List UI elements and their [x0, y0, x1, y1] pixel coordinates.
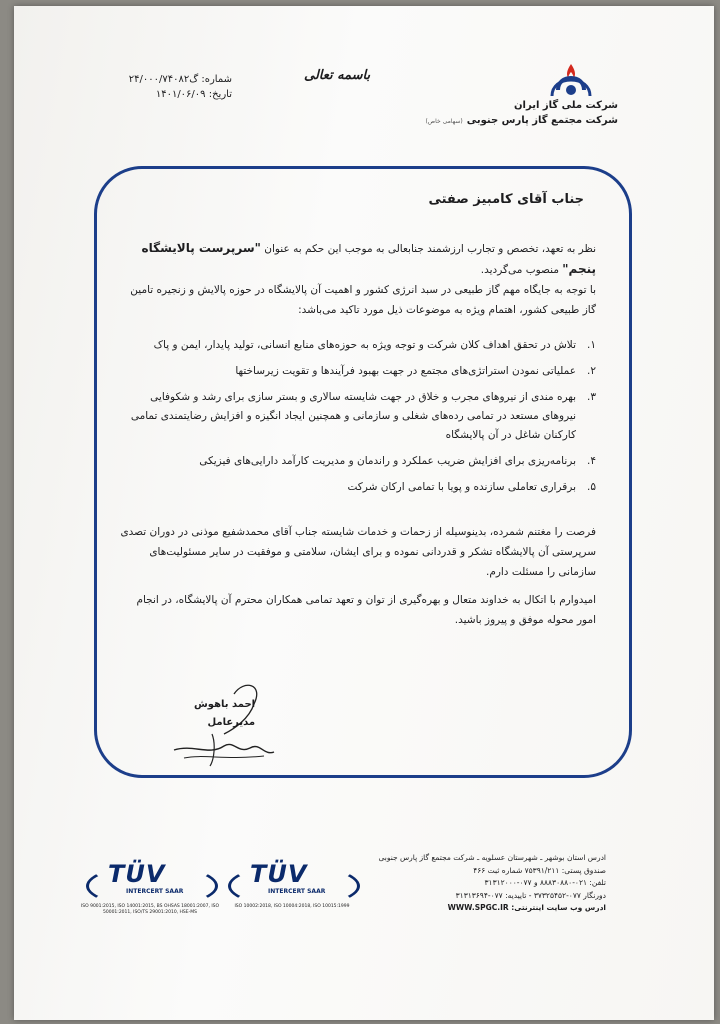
signer-block: [194, 696, 255, 732]
company-name: شرکت ملی گاز ایران: [514, 100, 618, 111]
address-line: تلفن: ۰۲۱-۸۸۸۳۰۸۸۰ و ۰۷۷-۳۱۳۱۲۰۰۰: [484, 878, 606, 887]
intro-text-1: نظر به تعهد، تخصص و تجارب ارزشمند جنابعالی به موجب این حکم به عنوان: [260, 243, 596, 255]
tuv-brand: TÜV: [250, 860, 308, 888]
salutation: جناب آقای کامبیز صفتی: [428, 192, 584, 207]
address-line: ادرس استان بوشهر ـ شهرستان عسلویه ـ شرکت مجتمع گاز پارس جنوبی: [378, 853, 606, 862]
tuv-certification-logo: [80, 860, 220, 924]
company-name-block: [426, 98, 618, 129]
item-number: ۴.: [587, 455, 596, 467]
address-line: ادرس وب سایت اینترنتی: WWW.SPGC.IR: [447, 903, 606, 912]
intro-text-2: منصوب می‌گردید.: [480, 264, 563, 276]
list-item: [114, 478, 596, 497]
reference-block: [102, 72, 232, 102]
list-item: [114, 452, 596, 471]
closing-paragraph: فرصت را مغتنم شمرده، بدینوسیله از زحمات و خدمات شایسته جناب آقای محمدشفیع موذنی در دوران تصدی سرپرستی آن پالایشگاه تشکر و قدردانی نموده و برای ایشان، سلامتی و موفقیت در سایر مسئولیت‌های سازمانی را مسئلت دارم.: [120, 526, 596, 578]
item-text: برقراری تعاملی سازنده و پویا با تمامی ارکان شرکت: [347, 481, 576, 493]
context-paragraph: با توجه به جایگاه مهم گاز طبیعی در سبد انرژی کشور و اهمیت آن پالایشگاه در حوزه پالایش و زنجیره تامین گاز طبیعی کشور، اهتمام ویژه به موضوعات ذیل مورد تاکید می‌باشد:: [130, 284, 596, 316]
tuv-brand: TÜV: [108, 860, 166, 888]
address-line: صندوق پستی: ۷۵۳۹۱/۲۱۱ شماره ثبت ۴۶۶: [473, 865, 606, 875]
appointment-title: "سرپرست پالایشگاه پنجم": [141, 241, 596, 276]
list-item: [114, 388, 596, 445]
wishes-paragraph: امیدوارم با اتکال به خداوند متعال و بهره‌گیری از توان و تعهد تمامی همکاران محترم آن پالایشگاه، در انجام امور محوله موفق و پیروز باشید.: [136, 594, 596, 626]
company-address: [366, 852, 606, 915]
item-number: ۲.: [587, 365, 596, 377]
directives-list: [114, 336, 596, 504]
tuv-certification-logo: [222, 860, 362, 924]
tuv-org: INTERCERT SAAR: [126, 888, 184, 895]
letter-date: تاریخ: ۱۴۰۱/۰۶/۰۹: [155, 89, 232, 100]
letter-page: [14, 6, 714, 1020]
iso-standards: ISO 10002:2018, ISO 10004:2018, ISO 10015:1999: [234, 904, 350, 909]
item-text: بهره مندی از نیروهای مجرب و خلاق در جهت شایسته سالاری و بستر سازی برای رشد و شکوفایی نیروهای مستعد در تمامی رده‌های شغلی و سازمانی و همچنین ایجاد انگیزه و افزایش رضایتمندی تمامی کارکنان شاغل در آن پالایشگاه: [130, 391, 576, 441]
letter-number: شماره: گ۲۴/۰۰۰/۷۴۰۸۲: [128, 74, 232, 85]
item-text: برنامه‌ریزی برای افزایش ضریب عملکرد و راندمان و مدیریت کارآمد دارایی‌های فیزیکی: [199, 455, 576, 467]
address-line: دورنگار ۰۷۷-۳۷۳۲۵۴۵۲ - تاییدیه: ۰۷۷-۳۱۳۱۳۶۹۴: [455, 890, 606, 900]
tuv-org: INTERCERT SAAR: [268, 888, 326, 895]
signer-name: احمد باهوش: [194, 699, 256, 710]
list-item: [114, 362, 596, 381]
item-number: ۵.: [587, 481, 596, 493]
item-text: تلاش در تحقق اهداف کلان شرکت و توجه ویژه به حوزه‌های منابع انسانی، تولید پایدار، ایمن و پاک: [153, 339, 576, 351]
company-type-note: (سهامی خاص): [425, 118, 463, 125]
signer-title: مدیرعامل: [207, 717, 256, 728]
company-subsidiary: شرکت مجتمع گاز پارس جنوبی: [466, 115, 618, 126]
item-number: ۳.: [587, 391, 596, 403]
invocation: باسمه تعالی: [304, 68, 371, 83]
item-text: عملیاتی نمودن استراتژی‌های مجتمع در جهت بهبود فرآیندها و تقویت زیرساختها: [235, 365, 576, 377]
iso-standards: ISO 9001:2015, ISO 14001:2015, BS OHSAS 18001:2007, ISO 50001:2011, ISO/TS 29001:2010, HSE-MS: [80, 904, 220, 915]
list-item: [114, 336, 596, 355]
item-number: ۱.: [587, 339, 596, 351]
intro-paragraph: [116, 238, 596, 320]
